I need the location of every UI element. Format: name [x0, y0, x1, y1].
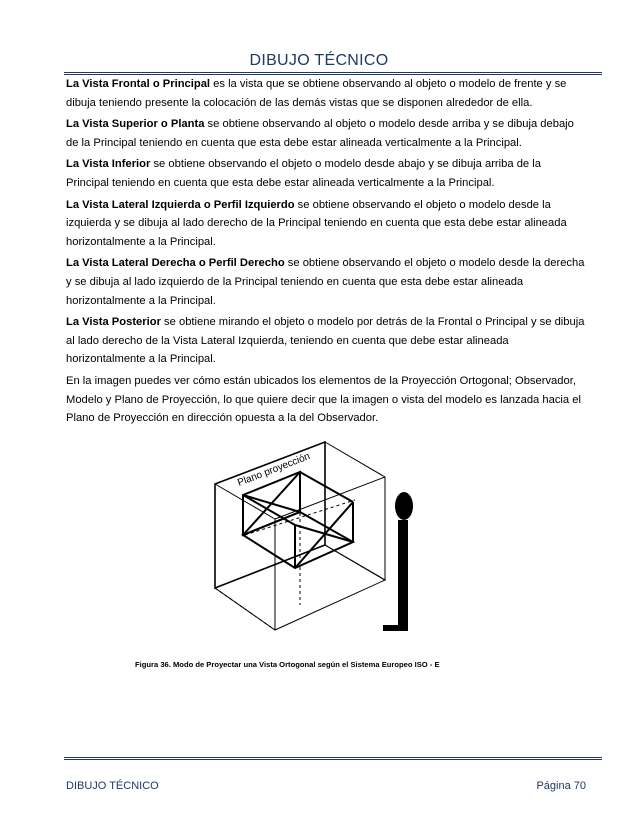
text-vista-frontal: es la vista que se obtiene observando al objeto o modelo de frente y se dibuja teniendo presente la colocación de las demás vistas que se disponen alrededor de ella.	[66, 78, 567, 109]
paragraph-vista-lateral-derecha	[66, 254, 586, 310]
figure-caption: Figura 36. Modo de Proyectar una Vista Ortogonal según el Sistema Europeo ISO - E	[135, 660, 440, 669]
term-vista-inferior: La Vista Inferior	[66, 158, 151, 171]
paragraph-vista-inferior	[66, 155, 586, 192]
text-vista-posterior: se obtiene mirando el objeto o modelo por detrás de la Frontal o Principal y se dibuja al lado derecho de la Vista Lateral Izquierda, teniendo en cuenta que debe estar alineada horizontalmente a la Principal.	[66, 316, 585, 366]
page-header-title: DIBUJO TÉCNICO	[249, 52, 389, 69]
plane-label: Plano proyección	[236, 451, 312, 489]
footer-title: DIBUJO TÉCNICO	[66, 780, 159, 792]
paragraph-vista-superior	[66, 115, 586, 152]
text-vista-lateral-derecha: se obtiene observando el objeto o modelo desde la derecha y se dibuja al lado izquierdo de la Principal teniendo en cuenta que esta debe estar alineada horizontalmente a la Principal.	[66, 257, 585, 307]
paragraph-vista-lateral-izquierda	[66, 196, 586, 252]
right-face	[325, 442, 385, 580]
main-content	[66, 75, 586, 431]
paragraph-vista-posterior	[66, 313, 586, 369]
footer-rule	[64, 757, 602, 760]
text-vista-inferior: se obtiene observando el objeto o modelo desde abajo y se dibuja arriba de la Principal teniendo en cuenta que esta debe estar alineada verticalmente a la Principal.	[66, 158, 541, 189]
term-vista-lateral-derecha: La Vista Lateral Derecha o Perfil Derecho	[66, 257, 285, 270]
page-number: Página 70	[536, 780, 586, 792]
term-vista-posterior: La Vista Posterior	[66, 316, 161, 329]
term-vista-superior: La Vista Superior o Planta	[66, 118, 205, 131]
text-vista-lateral-izquierda: se obtiene observando el objeto o modelo desde la izquierda y se dibuja al lado derecho de la Principal teniendo en cuenta que esta debe estar alineada horizontalmente a la Principal.	[66, 198, 567, 248]
paragraph-vista-frontal	[66, 75, 586, 112]
text-vista-superior: se obtiene observando al objeto o modelo desde arriba y se dibuja debajo de la Principal teniendo en cuenta que esta debe estar alineada verticalmente a la Principal.	[66, 118, 574, 149]
paragraph-closing: En la imagen puedes ver cómo están ubicados los elementos de la Proyección Ortogonal; Observador, Modelo y Plano de Proyección, lo que quiere decir que la imagen o vista del modelo es lanzada hacia el Plano de Proyección en dirección opuesta a la del Observador.	[66, 374, 581, 425]
term-vista-lateral-izquierda: La Vista Lateral Izquierda o Perfil Izquierdo	[66, 198, 295, 211]
observer-figure	[383, 492, 413, 631]
term-vista-frontal: La Vista Frontal o Principal	[66, 78, 211, 90]
projection-figure	[205, 440, 430, 650]
